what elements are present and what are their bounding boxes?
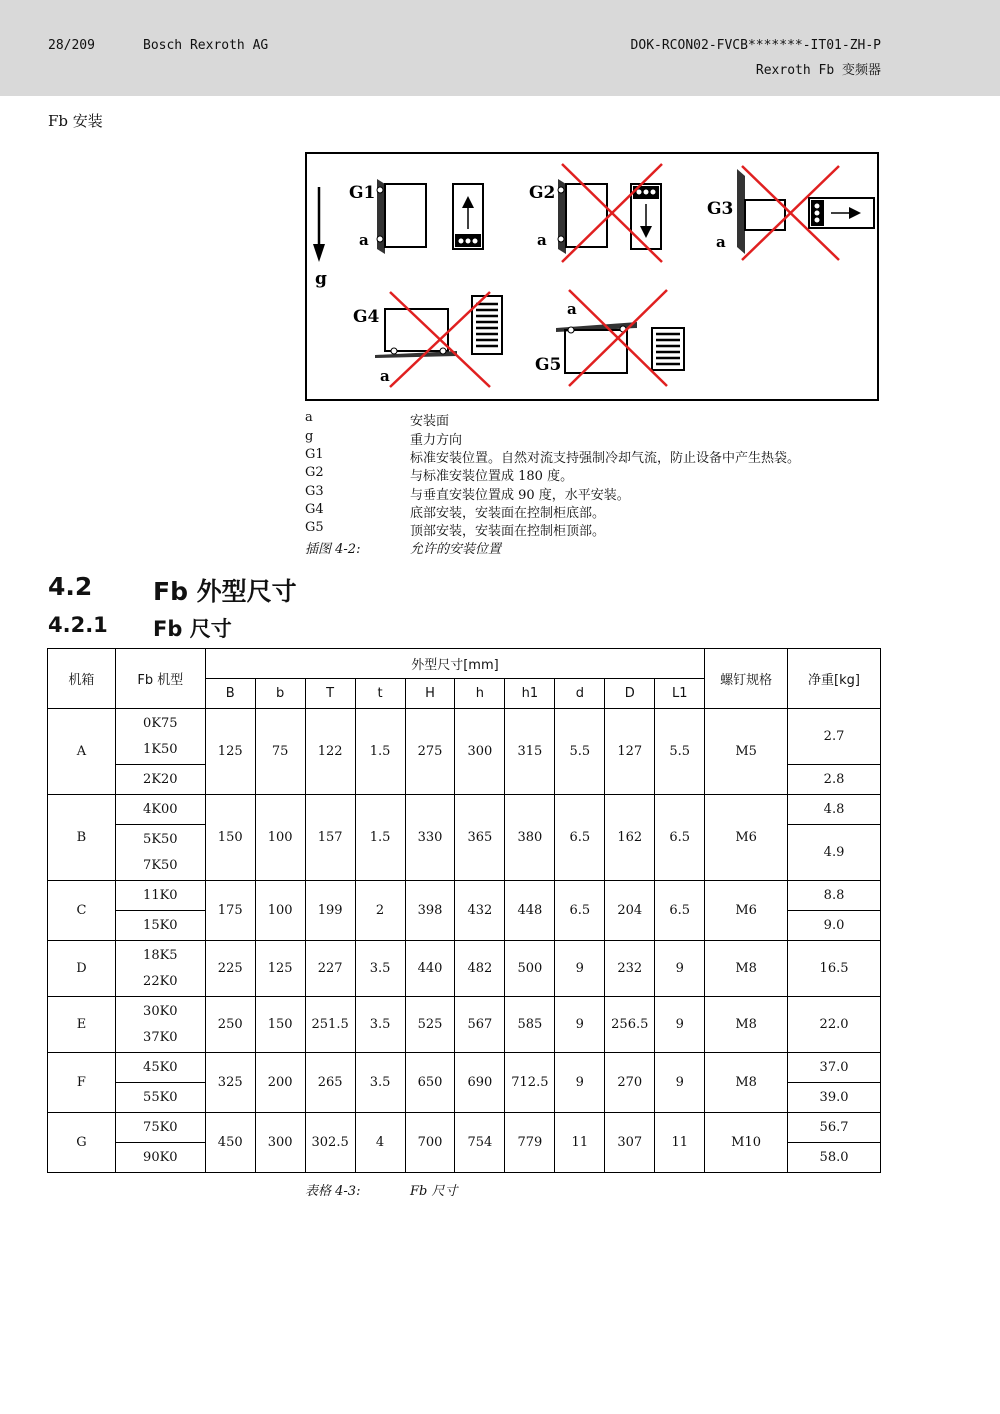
dimension-cell: 300 xyxy=(455,709,505,795)
weight-cell: 2.7 xyxy=(788,709,881,765)
case-cell: A xyxy=(48,709,116,795)
model-name: 1K50 xyxy=(143,741,178,757)
dimension-cell: 650 xyxy=(405,1053,455,1113)
mounting-figure xyxy=(305,152,879,401)
table-row xyxy=(48,1113,881,1143)
table-row xyxy=(48,941,881,997)
header-weight: 净重[kg] xyxy=(788,649,881,709)
dimension-cell: 325 xyxy=(205,1053,255,1113)
heading-number: 4.2.1 xyxy=(48,613,108,637)
gravity-arrow xyxy=(313,187,325,262)
dimension-cell: 754 xyxy=(455,1113,505,1173)
model-cell xyxy=(115,911,205,941)
table-caption-key: 表格 4-3: xyxy=(305,1184,361,1199)
header-dim-col: B xyxy=(205,679,255,709)
dimension-cell: 162 xyxy=(605,795,655,881)
legend-key: G2 xyxy=(305,465,324,480)
dimension-cell: 450 xyxy=(205,1113,255,1173)
weight-cell: 8.8 xyxy=(788,881,881,911)
table-row xyxy=(48,881,881,911)
dimension-cell: 2 xyxy=(355,881,405,941)
dimension-cell: 270 xyxy=(605,1053,655,1113)
dimension-cell: 100 xyxy=(255,795,305,881)
model-name: 75K0 xyxy=(143,1119,178,1135)
weight-cell: 16.5 xyxy=(788,941,881,997)
model-cell xyxy=(115,1053,205,1083)
case-cell: D xyxy=(48,941,116,997)
dimension-cell: 150 xyxy=(205,795,255,881)
dimension-cell: 256.5 xyxy=(605,997,655,1053)
label-g3: G3 xyxy=(707,199,734,219)
dimension-cell: 3.5 xyxy=(355,1053,405,1113)
model-cell xyxy=(115,997,205,1053)
dimension-cell: 6.5 xyxy=(555,795,605,881)
label-a-g4: a xyxy=(380,367,390,385)
dimension-cell: 204 xyxy=(605,881,655,941)
legend-key: a xyxy=(305,410,313,425)
dimension-cell: 5.5 xyxy=(655,709,705,795)
case-cell: C xyxy=(48,881,116,941)
g2-not-allowed-cross xyxy=(562,164,662,262)
dimension-cell: 150 xyxy=(255,997,305,1053)
dimension-cell: 125 xyxy=(255,941,305,997)
model-name: 5K50 xyxy=(143,831,178,847)
g1-position xyxy=(377,179,483,254)
dimension-cell: 225 xyxy=(205,941,255,997)
case-cell: G xyxy=(48,1113,116,1173)
weight-cell: 56.7 xyxy=(788,1113,881,1143)
table-row xyxy=(48,1053,881,1083)
model-name: 7K50 xyxy=(143,857,178,873)
dimension-cell: 300 xyxy=(255,1113,305,1173)
dimension-cell: 11 xyxy=(555,1113,605,1173)
legend-text: 重力方向 xyxy=(410,433,463,448)
dimension-cell: 6.5 xyxy=(655,795,705,881)
table-row xyxy=(48,795,881,825)
screw-cell: M10 xyxy=(705,1113,788,1173)
dimension-cell: 1.5 xyxy=(355,709,405,795)
dimension-cell: 9 xyxy=(555,1053,605,1113)
dimensions-table xyxy=(47,648,881,1173)
label-g: g xyxy=(315,269,327,289)
dimension-cell: 9 xyxy=(555,941,605,997)
weight-cell: 37.0 xyxy=(788,1053,881,1083)
dimension-cell: 232 xyxy=(605,941,655,997)
label-a-g5: a xyxy=(567,300,577,318)
dimension-cell: 199 xyxy=(305,881,355,941)
model-cell xyxy=(115,709,205,765)
label-g1: G1 xyxy=(349,183,376,203)
model-name: 15K0 xyxy=(143,917,178,933)
legend-key: g xyxy=(305,429,314,444)
weight-cell: 9.0 xyxy=(788,911,881,941)
legend-text: 安装面 xyxy=(410,414,450,429)
dimension-cell: 330 xyxy=(405,795,455,881)
table-header xyxy=(48,649,881,709)
dimension-cell: 482 xyxy=(455,941,505,997)
model-name: 11K0 xyxy=(143,887,178,903)
label-a-g3: a xyxy=(716,233,726,251)
model-cell xyxy=(115,941,205,997)
dimension-cell: 75 xyxy=(255,709,305,795)
dimension-cell: 9 xyxy=(655,997,705,1053)
dimension-cell: 4 xyxy=(355,1113,405,1173)
dimension-cell: 585 xyxy=(505,997,555,1053)
label-g2: G2 xyxy=(529,183,556,203)
company-name: Bosch Rexroth AG xyxy=(143,38,269,53)
figure-caption-text: 允许的安装位置 xyxy=(410,542,502,557)
legend-key: G1 xyxy=(305,447,324,462)
dimension-cell: 9 xyxy=(555,997,605,1053)
dimension-cell: 6.5 xyxy=(555,881,605,941)
header-dim-col: L1 xyxy=(655,679,705,709)
weight-cell: 58.0 xyxy=(788,1143,881,1173)
dimension-cell: 100 xyxy=(255,881,305,941)
heading-title: Fb 外型尺寸 xyxy=(153,577,297,606)
g4-not-allowed-cross xyxy=(390,292,490,387)
dimension-cell: 3.5 xyxy=(355,997,405,1053)
model-cell xyxy=(115,765,205,795)
screw-cell: M8 xyxy=(705,941,788,997)
screw-cell: M8 xyxy=(705,1053,788,1113)
product-name: Rexroth Fb 变频器 xyxy=(755,63,881,78)
dimension-cell: 6.5 xyxy=(655,881,705,941)
model-name: 22K0 xyxy=(143,973,178,989)
dimension-cell: 157 xyxy=(305,795,355,881)
legend-text: 底部安装，安装面在控制柜底部。 xyxy=(410,506,606,521)
page-number: 28/209 xyxy=(48,38,95,53)
header-dimensions: 外型尺寸[mm] xyxy=(205,649,704,679)
screw-cell: M6 xyxy=(705,881,788,941)
header-case: 机箱 xyxy=(48,649,116,709)
dimension-cell: 690 xyxy=(455,1053,505,1113)
dimension-cell: 227 xyxy=(305,941,355,997)
dimension-cell: 265 xyxy=(305,1053,355,1113)
legend-key: G5 xyxy=(305,520,324,535)
model-name: 2K20 xyxy=(143,771,178,787)
document-id: DOK-RCON02-FVCB*******-IT01-ZH-P xyxy=(630,38,881,53)
model-name: 30K0 xyxy=(143,1003,178,1019)
dimension-cell: 398 xyxy=(405,881,455,941)
header-dim-col: t xyxy=(355,679,405,709)
model-cell xyxy=(115,1083,205,1113)
table-caption xyxy=(305,1180,458,1199)
case-cell: F xyxy=(48,1053,116,1113)
heading-number: 4.2 xyxy=(48,572,93,601)
model-cell xyxy=(115,795,205,825)
dimension-cell: 5.5 xyxy=(555,709,605,795)
model-cell xyxy=(115,1113,205,1143)
dimension-cell: 567 xyxy=(455,997,505,1053)
header-screw: 螺钉规格 xyxy=(705,649,788,709)
dimension-cell: 315 xyxy=(505,709,555,795)
weight-cell: 39.0 xyxy=(788,1083,881,1113)
model-name: 18K5 xyxy=(143,947,178,963)
weight-cell: 4.8 xyxy=(788,795,881,825)
mounting-diagram xyxy=(307,154,877,399)
figure-caption-key: 插图 4-2: xyxy=(305,542,361,557)
model-name: 0K75 xyxy=(143,715,178,731)
table-caption-text: Fb 尺寸 xyxy=(410,1184,458,1199)
model-name: 4K00 xyxy=(143,801,178,817)
model-cell xyxy=(115,1143,205,1173)
dimension-cell: 448 xyxy=(505,881,555,941)
screw-cell: M6 xyxy=(705,795,788,881)
header-dim-col: H xyxy=(405,679,455,709)
dimension-cell: 200 xyxy=(255,1053,305,1113)
g5-position xyxy=(556,322,684,373)
model-name: 37K0 xyxy=(143,1029,178,1045)
dimension-cell: 500 xyxy=(505,941,555,997)
dimension-cell: 250 xyxy=(205,997,255,1053)
dimension-cell: 365 xyxy=(455,795,505,881)
dimension-cell: 380 xyxy=(505,795,555,881)
dimension-cell: 712.5 xyxy=(505,1053,555,1113)
model-cell xyxy=(115,881,205,911)
table-body xyxy=(48,709,881,1173)
dimension-cell: 1.5 xyxy=(355,795,405,881)
weight-cell: 22.0 xyxy=(788,997,881,1053)
label-a-g1: a xyxy=(359,231,369,249)
header-dim-col: d xyxy=(555,679,605,709)
case-cell: B xyxy=(48,795,116,881)
case-cell: E xyxy=(48,997,116,1053)
table-row xyxy=(48,709,881,765)
legend-text: 与标准安装位置成 180 度。 xyxy=(410,469,574,484)
screw-cell: M5 xyxy=(705,709,788,795)
dimension-cell: 251.5 xyxy=(305,997,355,1053)
dimension-cell: 3.5 xyxy=(355,941,405,997)
g3-not-allowed-cross xyxy=(742,166,839,260)
screw-cell: M8 xyxy=(705,997,788,1053)
legend-key: G4 xyxy=(305,502,324,517)
section-label: Fb 安装 xyxy=(48,112,103,130)
dimension-cell: 275 xyxy=(405,709,455,795)
dimension-cell: 125 xyxy=(205,709,255,795)
label-g5: G5 xyxy=(535,355,562,375)
dimension-cell: 122 xyxy=(305,709,355,795)
model-name: 55K0 xyxy=(143,1089,178,1105)
dimension-cell: 307 xyxy=(605,1113,655,1173)
g4-position xyxy=(375,296,502,358)
dimension-cell: 127 xyxy=(605,709,655,795)
dimension-cell: 9 xyxy=(655,941,705,997)
table-row xyxy=(48,997,881,1053)
label-g4: G4 xyxy=(353,307,380,327)
dimension-cell: 700 xyxy=(405,1113,455,1173)
header-dim-col: h1 xyxy=(505,679,555,709)
legend-text: 与垂直安装位置成 90 度，水平安装。 xyxy=(410,488,630,503)
legend-key: G3 xyxy=(305,484,324,499)
legend-text: 标准安装位置。自然对流支持强制冷却气流，防止设备中产生热袋。 xyxy=(410,451,801,466)
dimension-cell: 11 xyxy=(655,1113,705,1173)
header-dim-col: h xyxy=(455,679,505,709)
dimension-cell: 9 xyxy=(655,1053,705,1113)
dimension-cell: 432 xyxy=(455,881,505,941)
weight-cell: 4.9 xyxy=(788,825,881,881)
model-name: 45K0 xyxy=(143,1059,178,1075)
weight-cell: 2.8 xyxy=(788,765,881,795)
header-model: Fb 机型 xyxy=(115,649,205,709)
dimension-cell: 779 xyxy=(505,1113,555,1173)
legend-text: 顶部安装，安装面在控制柜顶部。 xyxy=(410,524,606,539)
dimension-cell: 440 xyxy=(405,941,455,997)
label-a-g2: a xyxy=(537,231,547,249)
dimension-cell: 175 xyxy=(205,881,255,941)
header-dim-col: T xyxy=(305,679,355,709)
model-name: 90K0 xyxy=(143,1149,178,1165)
dimension-cell: 525 xyxy=(405,997,455,1053)
dimension-cell: 302.5 xyxy=(305,1113,355,1173)
header-dim-col: D xyxy=(605,679,655,709)
header-dim-col: b xyxy=(255,679,305,709)
heading-title: Fb 尺寸 xyxy=(153,617,232,641)
model-cell xyxy=(115,825,205,881)
